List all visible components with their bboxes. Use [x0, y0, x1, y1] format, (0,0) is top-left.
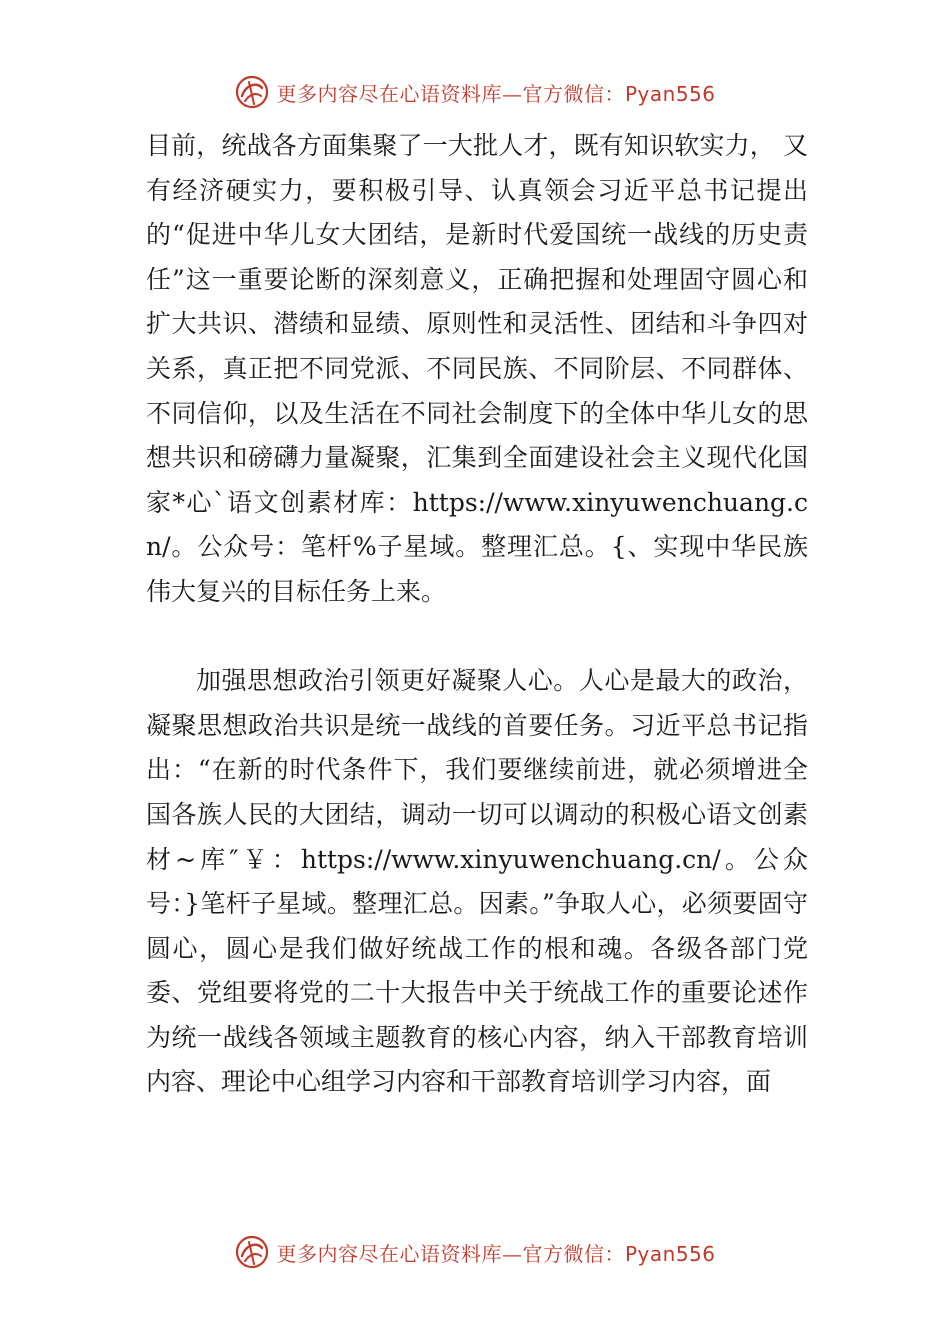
document-body: [146, 124, 808, 1105]
footer-banner-text: [276, 1238, 715, 1267]
footer-banner: [0, 1232, 950, 1272]
logo-icon: [234, 1234, 270, 1270]
footer-banner-handle: Pyan556: [624, 1241, 716, 1266]
paragraph-1: 目前，统战各方面集聚了一大批人才，既有知识软实力， 又有经济硬实力，要积极引导、认真领会习近平总书记提出的“促进中华儿女大团结，是新时代爱国统一战线的历史责任”这一重要论断的深刻意义，正确把握和处理固守圆心和扩大共识、潜绩和显绩、原则性和灵活性、团结和斗争四对关系，真正把不同党派、不同民族、不同阶层、不同群体、不同信仰，以及生活在不同社会制度下的全体中华儿女的思想共识和磅礴力量凝聚，汇集到全面建设社会主义现代化国家*心`语文创素材库：https://www.xinyuwenchuang.cn/。公众号：笔杆%子星域。整理汇总。{、实现中华民族伟大复兴的目标任务上来。: [146, 131, 808, 606]
paragraph-2: 加强思想政治引领更好凝聚人心。人心是最大的政治，凝聚思想政治共识是统一战线的首要任务。习近平总书记指出：“在新的时代条件下，我们要继续前进，就必须增进全国各族人民的大团结，调动一切可以调动的积极心语文创素材~库″￥：https://www.xinyuwenchuang.cn/。公众号：}笔杆子星域。整理汇总。因素。”争取人心，必须要固守圆心，圆心是我们做好统战工作的根和魂。各级各部门党委、党组要将党的二十大报告中关于统战工作的重要论述作为统一战线各领域主题教育的核心内容，纳入干部教育培训内容、理论中心组学习内容和干部教育培训学习内容，面: [146, 666, 808, 1097]
header-banner-slogan: 更多内容尽在心语资料库—官方微信：: [276, 81, 625, 106]
header-banner-text: [276, 78, 715, 107]
logo-icon: [234, 74, 270, 110]
header-banner: [0, 72, 950, 112]
footer-banner-slogan: 更多内容尽在心语资料库—官方微信：: [276, 1241, 625, 1266]
header-banner-handle: Pyan556: [624, 81, 716, 106]
